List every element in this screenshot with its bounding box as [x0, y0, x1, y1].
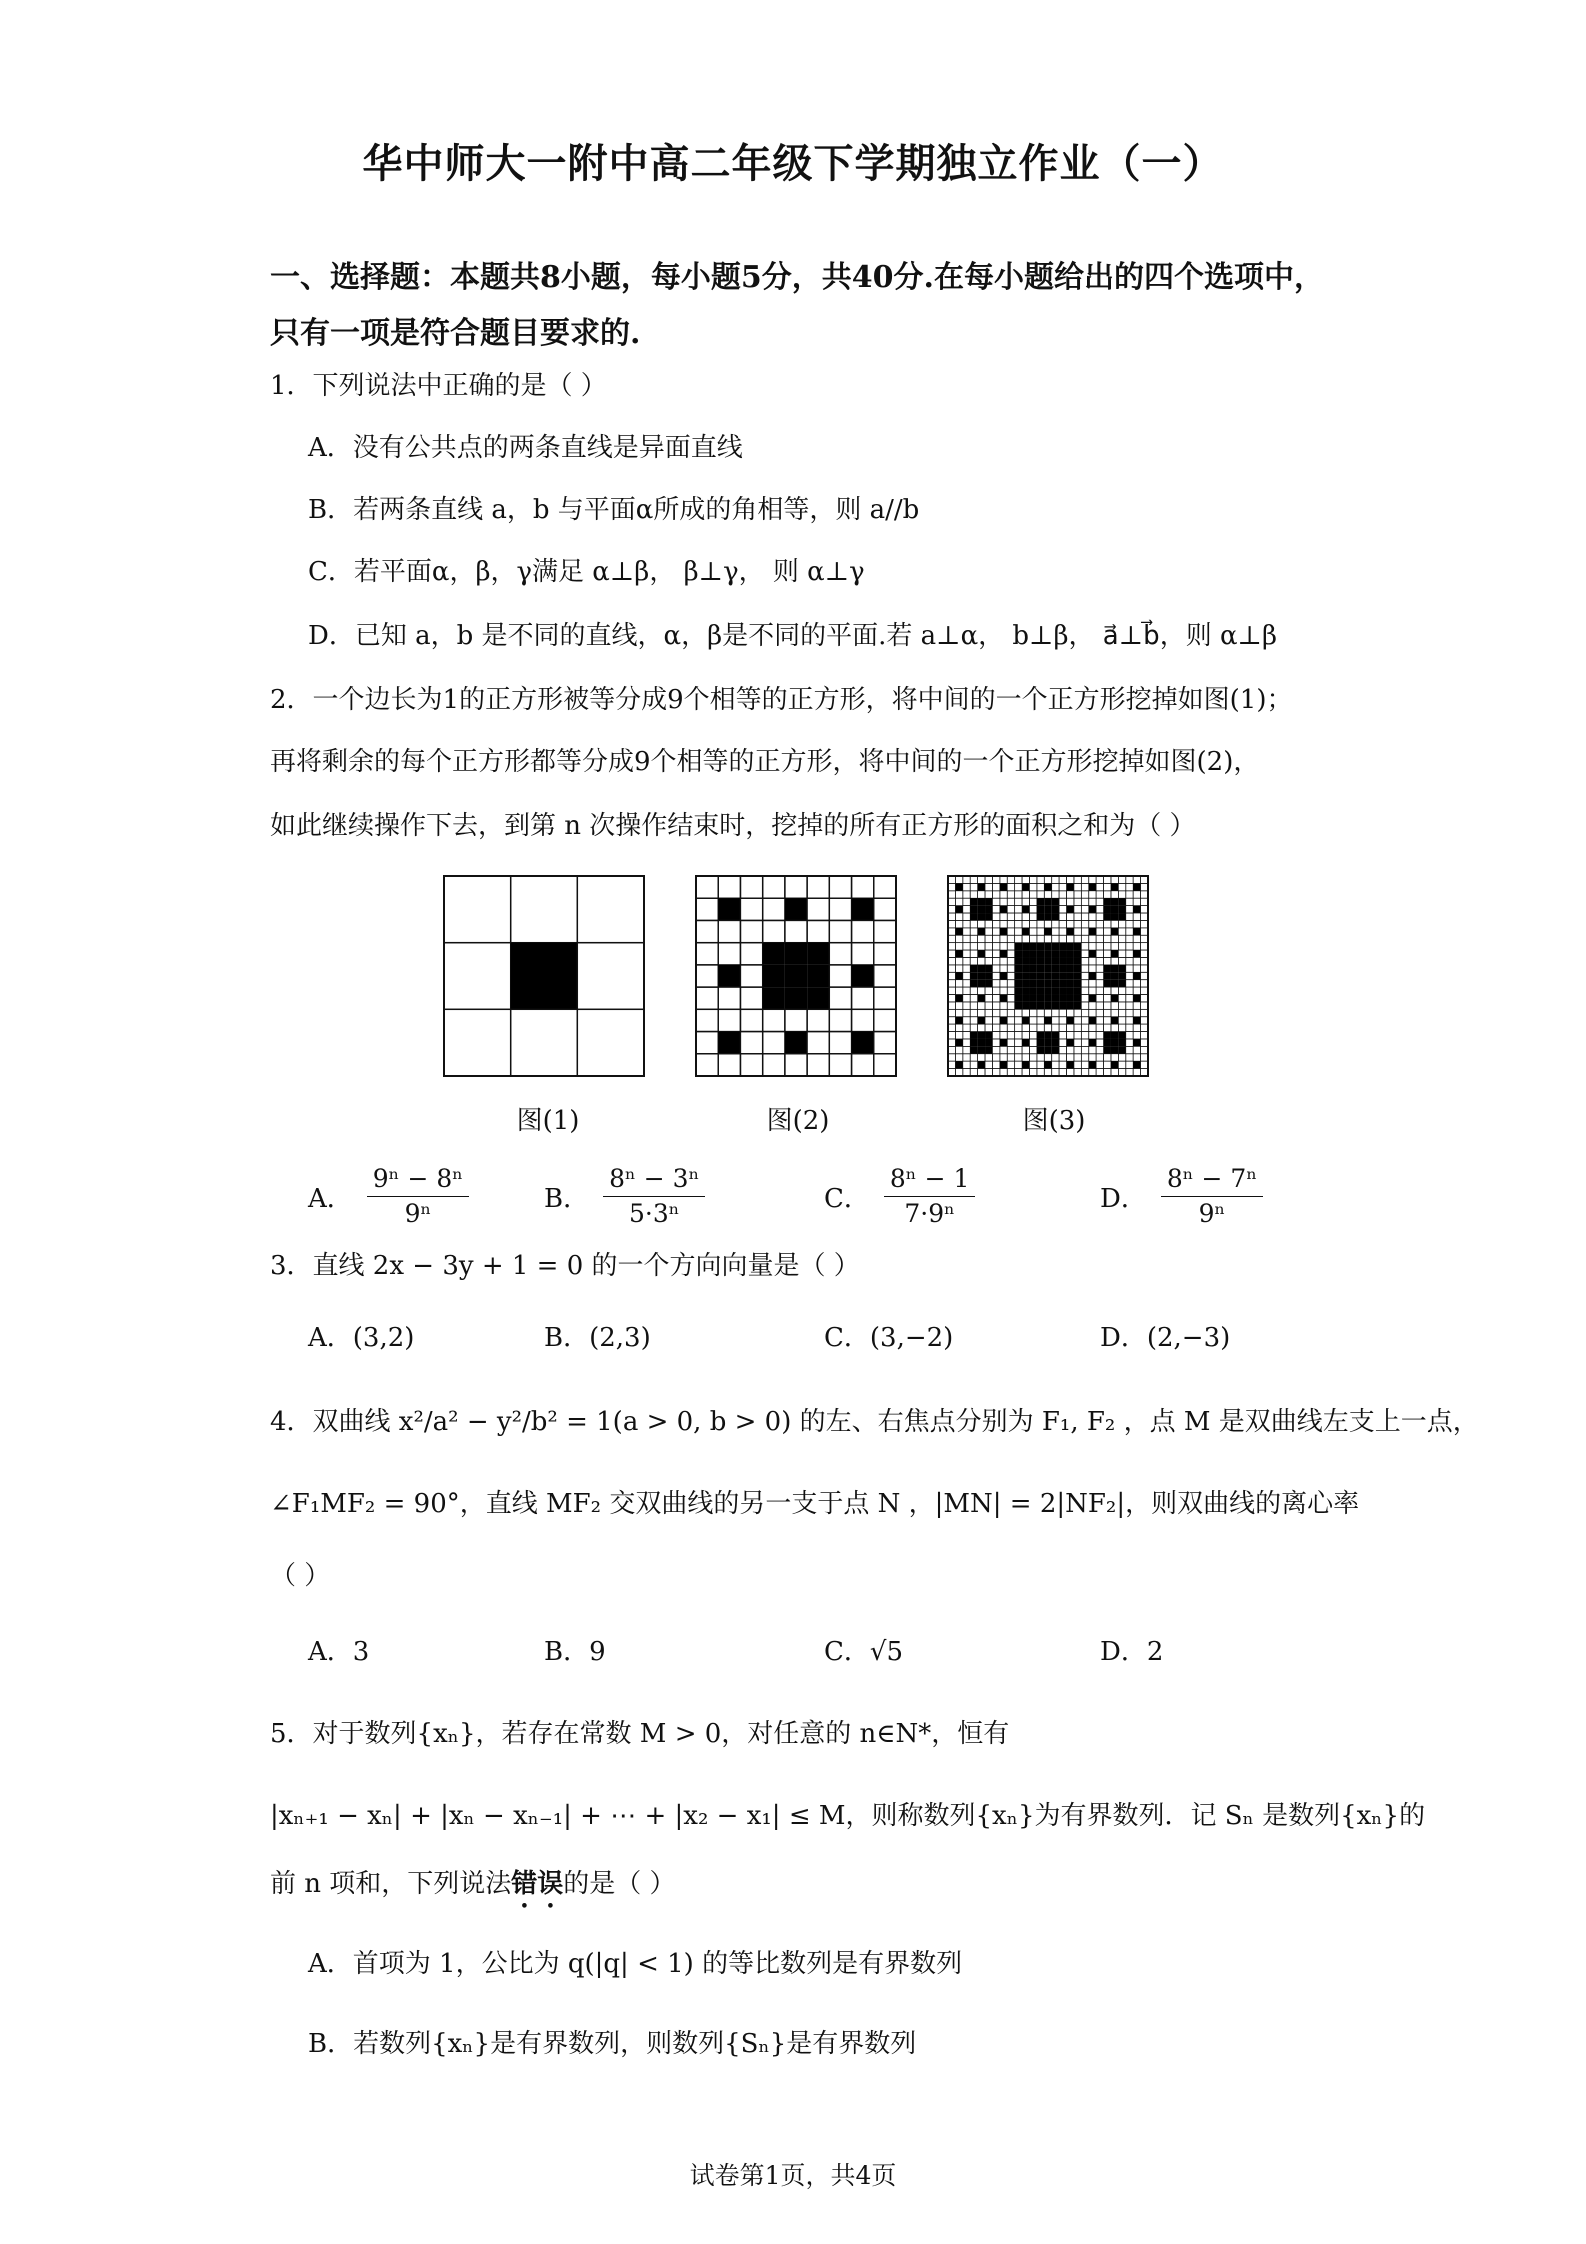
section-header: 一、选择题：本题共8小题，每小题5分，共40分.在每小题给出的四个选项中，只有一项是符合题目要求的. — [270, 260, 1324, 351]
sierpinski-figures — [440, 872, 1160, 1082]
q1-stem: 1．下列说法中正确的是（ ） — [270, 371, 607, 401]
q2-option-c: C． $\frac{\text{8ⁿ − 1}}{\text{7·9ⁿ}}$ — [824, 1156, 975, 1236]
q1-option-c: C．若平面α，β，γ满足 α⊥β， β⊥γ， 则 α⊥γ — [308, 557, 865, 587]
q2-options — [308, 1156, 1308, 1236]
figure-3 — [948, 876, 1148, 1076]
q1-option-d: D．已知 a，b 是不同的直线，α，β是不同的平面.若 a⊥α， b⊥β， a⃗⊥b⃗，则 α⊥β — [308, 621, 1277, 651]
figure-2 — [696, 876, 896, 1076]
figure-1-caption: 图(1) — [516, 1106, 580, 1136]
figure-1 — [444, 876, 644, 1076]
q4-option-b: B．9 — [544, 1637, 606, 1667]
q3-option-a: A．(3,2) — [308, 1323, 415, 1353]
exam-title: 华中师大一附中高二年级下学期独立作业（一） — [362, 140, 1224, 187]
q4-line1: 4．双曲线 x²/a² − y²/b² = 1(a > 0, b > 0) 的左、右焦点分别为 F₁, F₂ ，点 M 是双曲线左支上一点， — [270, 1407, 1479, 1437]
q2-option-d: D． $\frac{\text{8ⁿ − 7ⁿ}}{\text{9ⁿ}}$ — [1100, 1156, 1263, 1236]
q2-line1: 2．一个边长为1的正方形被等分成9个相等的正方形，将中间的一个正方形挖掉如图(1)； — [270, 685, 1293, 715]
q1-option-a: A．没有公共点的两条直线是异面直线 — [308, 433, 743, 463]
q5-line3: 前 n 项和，下列说法错误的是（ ） — [270, 1869, 676, 1899]
emphasis-cuowu: 错误 — [511, 1869, 564, 1899]
figure-3-caption: 图(3) — [1022, 1106, 1086, 1136]
q3-option-b: B．(2,3) — [544, 1323, 651, 1353]
q4-option-d: D．2 — [1100, 1637, 1164, 1667]
q5-line2: |xₙ₊₁ − xₙ| + |xₙ − xₙ₋₁| + ⋯ + |x₂ − x₁| ≤ M，则称数列{xₙ}为有界数列．记 Sₙ 是数列{xₙ}的 — [270, 1801, 1426, 1831]
q4-option-c: C．√5 — [824, 1637, 904, 1667]
q3-option-d: D．(2,−3) — [1100, 1323, 1231, 1353]
q2-line3: 如此继续操作下去，到第 n 次操作结束时，挖掉的所有正方形的面积之和为（ ） — [270, 811, 1196, 841]
q4-line3: （ ） — [270, 1561, 331, 1591]
q5-line1: 5．对于数列{xₙ}，若存在常数 M > 0，对任意的 n∈N*，恒有 — [270, 1719, 1010, 1749]
q4-option-a: A．3 — [308, 1637, 370, 1667]
q3-stem: 3．直线 2x − 3y + 1 = 0 的一个方向向量是（ ） — [270, 1251, 860, 1281]
q2-line2: 再将剩余的每个正方形都等分成9个相等的正方形，将中间的一个正方形挖掉如图(2)， — [270, 747, 1260, 777]
q4-line2: ∠F₁MF₂ = 90°，直线 MF₂ 交双曲线的另一支于点 N ，|MN| = 2|NF₂|，则双曲线的离心率 — [270, 1489, 1360, 1519]
q2-option-a: A． $\frac{\text{9ⁿ − 8ⁿ}}{\text{9ⁿ}}$ — [308, 1156, 469, 1236]
q3-option-c: C．(3,−2) — [824, 1323, 954, 1353]
q1-option-b: B．若两条直线 a，b 与平面α所成的角相等，则 a//b — [308, 495, 920, 525]
q5-option-a: A．首项为 1，公比为 q(|q| < 1) 的等比数列是有界数列 — [308, 1949, 963, 1979]
figure-2-caption: 图(2) — [766, 1106, 830, 1136]
q2-option-b: B． $\frac{\text{8ⁿ − 3ⁿ}}{\text{5·3ⁿ}}$ — [544, 1156, 705, 1236]
q5-option-b: B．若数列{xₙ}是有界数列，则数列{Sₙ}是有界数列 — [308, 2029, 917, 2059]
page-footer: 试卷第1页，共4页 — [689, 2161, 897, 2190]
